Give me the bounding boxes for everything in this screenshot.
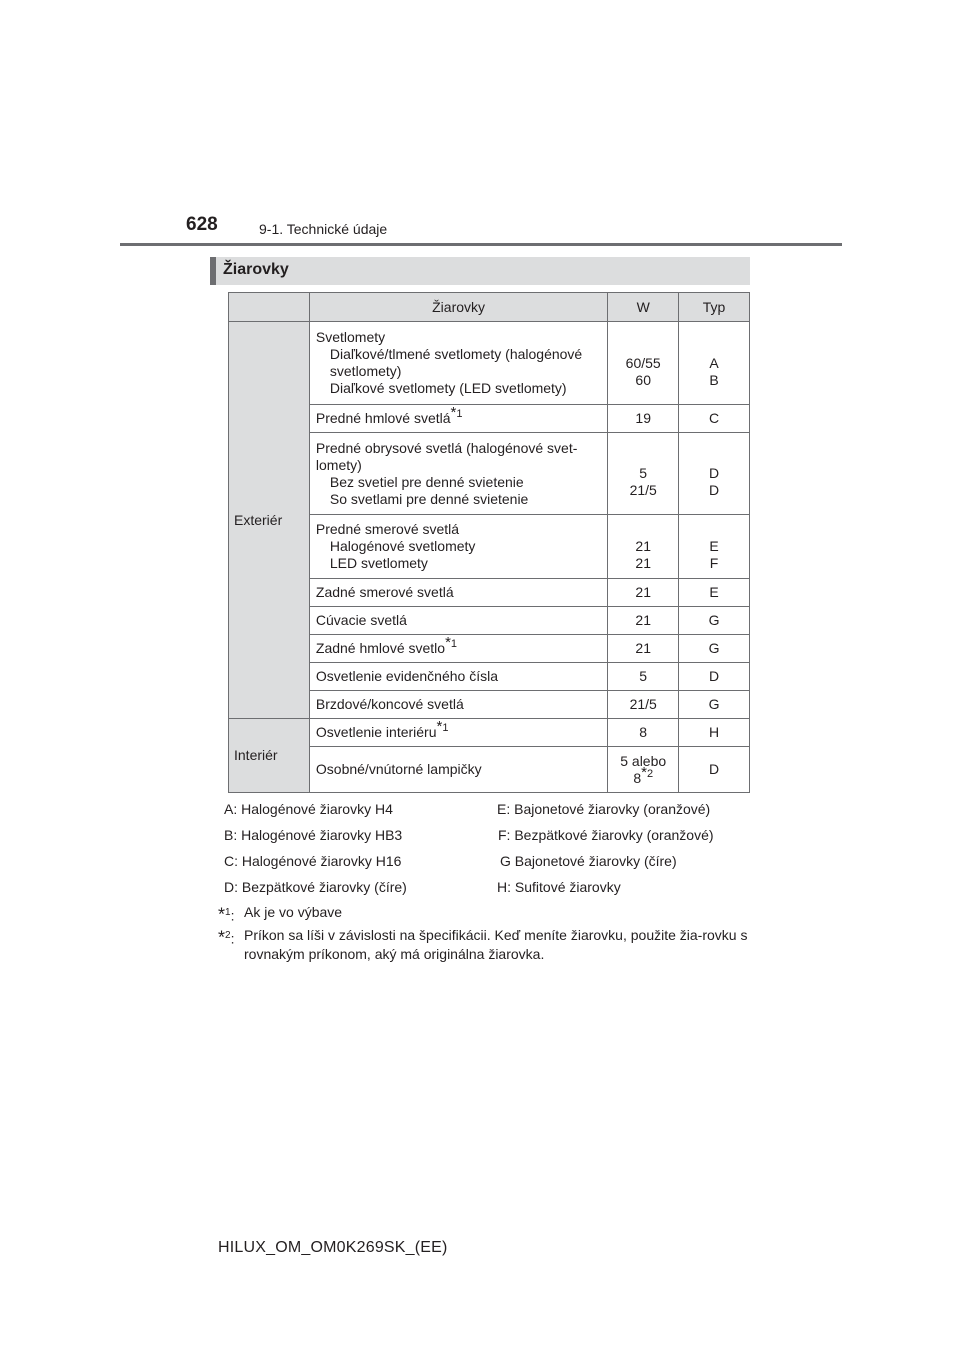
page-number: 628 xyxy=(186,214,218,235)
type-value: E xyxy=(709,584,719,600)
footnote-ref xyxy=(436,718,449,736)
bulb-name-cell xyxy=(309,663,607,691)
spacer xyxy=(608,448,678,465)
spacer xyxy=(679,338,749,355)
footnote-ref-number: 1 xyxy=(442,722,449,735)
type-cell xyxy=(679,719,750,747)
watts-text: 60/55 xyxy=(625,354,661,371)
bulb-name: Predné obrysové svetlá (halogénové svet-lomety) xyxy=(315,439,578,473)
header-cell-type: Typ xyxy=(679,293,750,322)
asterisk-symbol: * xyxy=(436,718,443,736)
bulb-name-cell xyxy=(309,579,607,607)
bulb-name-cell xyxy=(309,719,607,747)
type-cell xyxy=(679,747,750,793)
bulb-variant: Bez svetiel pre denné svietenie xyxy=(329,473,524,490)
type-value: D xyxy=(709,668,720,684)
legend-item-d: D: Bezpätkové žiarovky (číre) xyxy=(224,879,407,895)
spacer xyxy=(608,338,678,355)
footnote-ref-number: 1 xyxy=(450,638,458,651)
watts-value xyxy=(608,640,678,657)
type-value: D xyxy=(709,482,720,498)
bulb-name-cell xyxy=(309,607,607,635)
bulb-name: Brzdové/koncové svetlá xyxy=(315,696,464,712)
asterisk-symbol: * xyxy=(641,763,647,781)
footnote-1 xyxy=(218,903,753,925)
footnote-ref-number: 1 xyxy=(456,408,463,421)
watts-value xyxy=(608,355,678,372)
header-cell-watts: W xyxy=(608,293,679,322)
watts-text: 8 xyxy=(633,769,642,786)
table-row xyxy=(229,322,750,405)
asterisk-symbol: * xyxy=(445,634,451,652)
type-cell xyxy=(679,607,750,635)
watts-value xyxy=(608,584,678,601)
type-cell xyxy=(679,635,750,663)
footnote-1-number: 1 xyxy=(225,907,231,918)
type-value: F xyxy=(709,555,719,571)
bulb-name: Predné hmlové svetlá xyxy=(315,410,451,426)
asterisk-symbol: * xyxy=(218,927,226,948)
footnote-ref xyxy=(445,634,458,652)
watts-text: 21 xyxy=(635,538,651,554)
watts-text: 5 xyxy=(639,668,648,684)
bulb-name-cell xyxy=(309,433,607,515)
footnote-2 xyxy=(218,926,753,964)
type-cell xyxy=(679,663,750,691)
type-value: E xyxy=(709,538,719,554)
bulb-variant: Halogénové svetlomety xyxy=(329,538,476,554)
legend-item-a: A: Halogénové žiarovky H4 xyxy=(224,801,393,817)
watts-text: 8 xyxy=(639,724,648,740)
watts-cell xyxy=(608,322,679,405)
footnote-1-marker: *$^1$: xyxy=(218,904,235,925)
watts-text: 21 xyxy=(635,584,651,600)
bulb-name-cell xyxy=(309,515,607,579)
watts-cell xyxy=(608,691,679,719)
watts-cell xyxy=(608,663,679,691)
group-cell: Interiér xyxy=(229,719,310,793)
watts-value xyxy=(608,696,678,713)
bulb-name: Osobné/vnútorné lampičky xyxy=(315,761,482,777)
watts-text: 5 alebo xyxy=(620,752,667,769)
watts-value xyxy=(608,724,678,741)
footnote-1-text: Ak je vo výbave xyxy=(244,904,343,920)
header-rule xyxy=(120,243,842,246)
bulb-variant: So svetlami pre denné svietenie xyxy=(329,490,529,507)
watts-text: 21/5 xyxy=(629,696,657,712)
type-value: D xyxy=(709,761,720,777)
bulb-name-cell xyxy=(309,635,607,663)
legend-item-f: F: Bezpätkové žiarovky (oranžové) xyxy=(498,827,714,843)
type-cell xyxy=(679,322,750,405)
group-cell: Exteriér xyxy=(229,322,310,719)
watts-text: 21 xyxy=(635,555,651,571)
spacer xyxy=(608,521,678,538)
watts-cell xyxy=(608,433,679,515)
watts-cell xyxy=(608,607,679,635)
type-value: G xyxy=(708,640,720,656)
watts-cell xyxy=(608,515,679,579)
legend-item-e: E: Bajonetové žiarovky (oranžové) xyxy=(497,801,711,817)
watts-text: 21 xyxy=(635,612,651,628)
watts-value xyxy=(608,410,678,427)
bulb-name: Svetlomety xyxy=(315,329,386,345)
spacer xyxy=(679,448,749,465)
watts-value xyxy=(608,668,678,685)
bulb-name: Predné smerové svetlá xyxy=(315,521,460,537)
footnote-2-marker: *$^2$: xyxy=(218,927,235,948)
legend-item-b: B: Halogénové žiarovky HB3 xyxy=(224,827,403,843)
watts-value xyxy=(608,482,678,499)
footnote-ref-number: 2 xyxy=(646,767,654,780)
type-value: C xyxy=(709,410,720,426)
section-bar-mark xyxy=(210,257,216,285)
watts-cell xyxy=(608,635,679,663)
watts-value xyxy=(608,465,678,482)
bulb-name-cell xyxy=(309,405,607,433)
header-cell-bulbs: Žiarovky xyxy=(309,293,607,322)
type-value: G xyxy=(708,696,720,712)
table-body xyxy=(229,322,750,793)
asterisk-symbol: * xyxy=(218,904,226,925)
bulb-name: Zadné hmlové svetlo xyxy=(315,640,446,656)
watts-text: 21 xyxy=(635,640,651,656)
type-value: D xyxy=(709,465,720,481)
legend-item-h: H: Sufitové žiarovky xyxy=(497,879,621,895)
type-cell xyxy=(679,405,750,433)
legend-item-g: G Bajonetové žiarovky (číre) xyxy=(500,853,677,869)
header-cell-group xyxy=(229,293,310,322)
bulb-name: Zadné smerové svetlá xyxy=(315,584,454,600)
type-value: A xyxy=(709,354,719,371)
table-row xyxy=(229,719,750,747)
watts-text: 21/5 xyxy=(629,482,657,498)
section-bar xyxy=(210,257,750,285)
legend-item-c: C: Halogénové žiarovky H16 xyxy=(224,853,402,869)
type-value: G xyxy=(708,612,720,628)
type-value: H xyxy=(709,724,720,740)
watts-cell xyxy=(608,719,679,747)
bulb-variant: Diaľkové/tlmené svetlomety (halogénové svetlomety) xyxy=(329,346,583,379)
watts-value xyxy=(608,763,678,787)
type-cell xyxy=(679,515,750,579)
watts-cell xyxy=(608,747,679,793)
footnote-ref xyxy=(450,404,463,422)
watts-cell xyxy=(608,579,679,607)
bulb-table xyxy=(228,292,750,793)
table-header-row xyxy=(229,293,750,322)
bulb-name-cell xyxy=(309,322,607,405)
watts-value xyxy=(608,372,678,389)
bulb-name: Osvetlenie evidenčného čísla xyxy=(315,668,498,684)
watts-text: 5 xyxy=(639,465,648,481)
type-cell xyxy=(679,433,750,515)
spacer xyxy=(679,521,749,538)
asterisk-symbol: * xyxy=(450,404,457,422)
type-value: B xyxy=(709,371,719,388)
type-cell xyxy=(679,691,750,719)
bulb-name: Cúvacie svetlá xyxy=(315,612,407,628)
watts-text: 19 xyxy=(635,410,651,426)
watts-value xyxy=(608,612,678,629)
watts-value xyxy=(608,538,678,555)
chapter-title: 9-1. Technické údaje xyxy=(259,221,388,237)
section-title: Žiarovky xyxy=(223,261,289,278)
bulb-name: Osvetlenie interiéru xyxy=(315,724,437,740)
watts-text: 60 xyxy=(635,371,651,388)
footer-doc-id: HILUX_OM_OM0K269SK_(EE) xyxy=(218,1239,448,1256)
watts-value xyxy=(608,555,678,572)
watts-cell xyxy=(608,405,679,433)
bulb-variant: LED svetlomety xyxy=(329,555,428,571)
type-cell xyxy=(679,579,750,607)
bulb-variant: Diaľkové svetlomety (LED svetlomety) xyxy=(329,380,567,396)
bulb-name-cell xyxy=(309,691,607,719)
footnote-2-number: 2 xyxy=(225,930,231,941)
footnote-ref xyxy=(641,763,654,781)
bulb-name-cell xyxy=(309,747,607,793)
footnote-2-text: Príkon sa líši v závislosti na špecifikácii. Keď meníte žiarovku, použite žia-rovku s rovnakým príkonom, aký má originálna žiarovka. xyxy=(244,927,748,962)
footnotes xyxy=(218,903,753,968)
